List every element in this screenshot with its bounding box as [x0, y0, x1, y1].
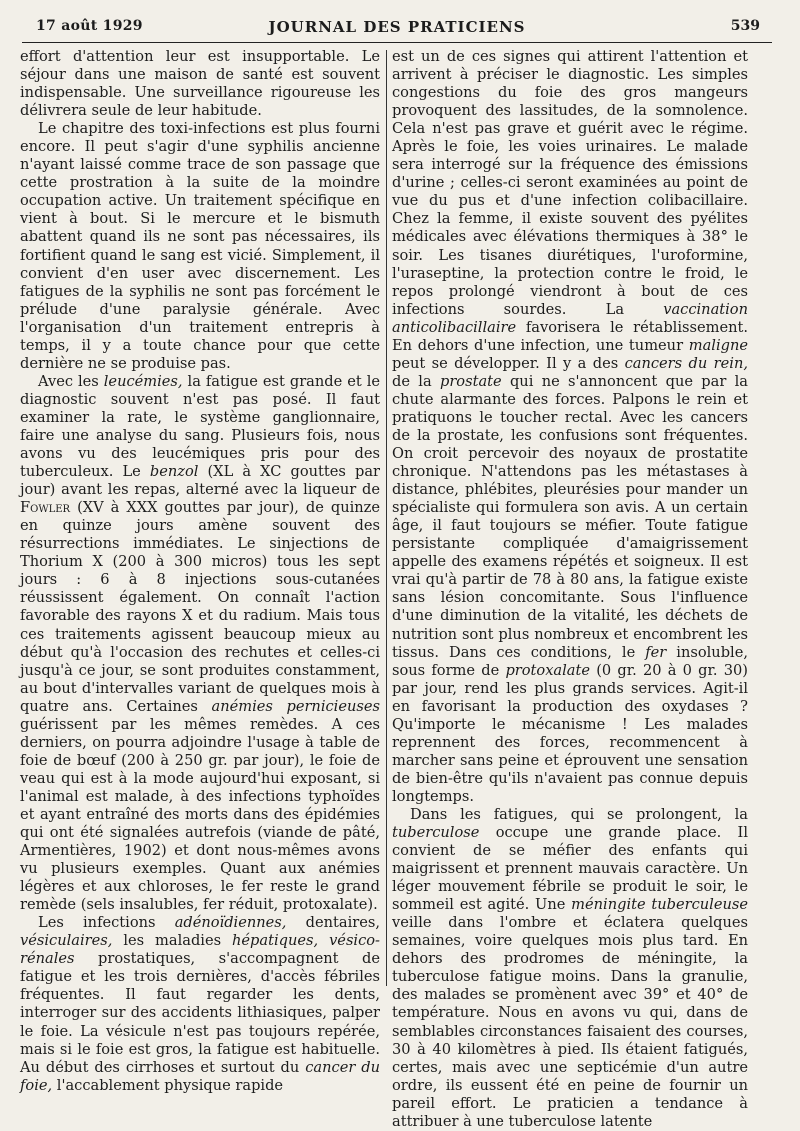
emphasis: anémies pernicieuses	[211, 697, 380, 715]
emphasis: vaccination anticolibacillaire	[392, 300, 748, 336]
journal-title: JOURNAL DES PRATICIENS	[268, 18, 526, 36]
emphasis: leucémies,	[103, 372, 183, 390]
emphasis: cancer du foie,	[20, 1058, 380, 1094]
emphasis: maligne	[688, 336, 748, 354]
emphasis: prostate	[439, 372, 502, 390]
emphasis: protoxalate	[505, 661, 590, 679]
emphasis: benzol	[149, 463, 199, 481]
emphasis: vésiculaires,	[20, 932, 113, 950]
right-column	[392, 48, 748, 1131]
emphasis: hépatiques,	[232, 932, 319, 950]
emphasis: cancers du rein,	[624, 354, 748, 372]
emphasis: adénoïdiennes,	[174, 914, 287, 932]
paragraph: effort d'attention leur est insupportable. Le séjour dans une maison de santé est souvent indispensable. Une surveillance rigoureuse les délivrera seule de leur habitude.	[20, 48, 380, 120]
emphasis: fer	[645, 643, 667, 661]
emphasis: vésico-rénales	[20, 932, 380, 968]
paragraph: Les infections adénoïdiennes, dentaires, vésiculaires, les maladies hépatiques, vésico-rénales prostatiques, s'accompagnent de fatigue et les trois dernières, d'accès fébriles fréquentes. Il faut regarder les dents, interroger sur des accidents lithiasiques, palper le foie. La vésicule n'est pas toujours repérée, mais si le foie est gros, la fatigue est habituelle. Au début des cirrhoses et surtout du cancer du foie, l'accablement physique rapide	[20, 914, 380, 1094]
paragraph: Dans les fatigues, qui se prolongent, la tuberculose occupe une grande place. Il convient de se méfier des enfants qui maigrissent et prennent mauvais caractère. Un léger mouvement fébrile se produit le soir, le sommeil est agité. Une méningite tuberculeuse veille dans l'ombre et éclatera quelques semaines, voire quelques mois plus tard. En dehors des prodromes de méningite, la tuberculose fatigue moins. Dans la granulie, des malades se promènent avec 39° et 40° de température. Nous en avons vu qui, dans de semblables circonstances faisaient des courses, 30 à 40 kilomètres à pied. Ils étaient fatigués, certes, mais avec une septicémie d'un autre ordre, ils eussent été en peine de fournir un pareil effort. Le praticien a tendance à attribuer à une tuberculose latente	[392, 805, 748, 1130]
small-caps-name: Fowler	[20, 499, 71, 517]
paragraph: Le chapitre des toxi-infections est plus fourni encore. Il peut s'agir d'une syphilis ancienne n'ayant laissé comme trace de son passage que cette prostration à la suite de la moindre occupation active. Un traitement spécifique en vient à bout. Si le mercure et le bismuth abattent quand ils ne sont pas nécessaires, ils fortifient quand le sang est vicié. Simplement, il convient d'en user avec discernement. Les fatigues de la syphilis ne sont pas forcément le prélude d'une paralysie générale. Avec l'organisation d'un traitement entrepris à temps, il y a toute chance pour que cette dernière ne se produise pas.	[20, 120, 380, 372]
emphasis: méningite tuberculeuse	[571, 896, 748, 914]
column-divider	[386, 50, 387, 986]
paragraph: est un de ces signes qui attirent l'attention et arrivent à préciser le diagnostic. Les simples congestions du foie des gros mangeurs provoquent des lassitudes, de la somnolence. Cela n'est pas grave et guérit avec le régime. Après le foie, les voies urinaires. Le malade sera interrogé sur la fréquence des émissions d'urine ; celles-ci seront examinées au point de vue du pus et d'une infection colibacillaire. Chez la femme, il existe souvent des pyélites médicales avec élévations thermiques à 38° le soir. Les tisanes diurétiques, l'uroformine, l'uraseptine, la protection contre le froid, le repos prolongé viendront à bout de ces infections sourdes. La vaccination anticolibacillaire favorisera le rétablissement. En dehors d'une infection, une tumeur maligne peut se développer. Il y a des cancers du rein, de la prostate qui ne s'annoncent que par la chute alarmante des forces. Palpons le rein et pratiquons le toucher rectal. Avec les cancers de la prostate, les confusions sont fréquentes. On croit percevoir des noyaux de prostatite chronique. N'attendons pas les métastases à distance, phlébites, pleurésies pour mander un spécialiste qui formulera son avis. A un certain âge, il faut toujours se méfier. Toute fatigue persistante compliquée d'amaigrissement appelle des examens répétés et soigneux. Il est vrai qu'à partir de 78 à 80 ans, la fatigue existe sans lésion concomitante. Sous l'influence d'une diminution de la vitalité, les déchets de nutrition sont plus nombreux et encombrent les tissus. Dans ces conditions, le fer insoluble, sous forme de protoxalate (0 gr. 20 à 0 gr. 30) par jour, rend les plus grands services. Agit-il en favorisant la production des oxydases ? Qu'importe le mécanisme ! Les malades reprennent des forces, recommencent à marcher sans peine et éprouvent une sensation de bien-être qu'ils n'avaient pas connue depuis longtemps.	[392, 48, 749, 805]
running-header	[22, 14, 772, 43]
page-number: 539	[730, 18, 760, 34]
emphasis: tuberculose	[392, 824, 480, 842]
issue-date: 17 août 1929	[36, 18, 143, 34]
paragraph: Avec les leucémies, la fatigue est grande et le diagnostic souvent n'est pas posé. Il faut examiner la rate, le système ganglionnaire, faire une analyse du sang. Plusieurs fois, nous avons vu des leucémiques pris pour des tuberculeux. Le benzol (XL à XC gouttes par jour) avant les repas, alterné avec la liqueur de Fowler (XV à XXX gouttes par jour), de quinze en quinze jours amène souvent des résurrections immédiates. Le sinjections de Thorium X (200 à 300 micros) tous les sept jours : 6 à 8 injections sous-cutanées réussissent également. On connaît l'action favorable des rayons X et du radium. Mais tous ces traitements agissent beaucoup mieux au début qu'à l'occasion des rechutes et celles-ci jusqu'à ce jour, se sont produites constamment, au bout d'intervalles variant de quelques mois à quatre ans. Certaines anémies pernicieuses guérissent par les mêmes remèdes. A ces derniers, on pourra adjoindre l'usage à table de foie de bœuf (200 à 250 gr. par jour), le foie de veau qui est à la mode aujourd'hui exposant, si l'animal est malade, à des infections typhoïdes et ayant entraîné des morts dans des épidémies qui ont été signalées autrefois (viande de pâté, Armentières, 1902) et dont nous-mêmes avons vu plusieurs exemples. Quant aux anémies légères et aux chloroses, le fer reste le grand remède (sels insalubles, fer réduit, protoxalate).	[20, 372, 381, 914]
left-column	[20, 48, 380, 1095]
